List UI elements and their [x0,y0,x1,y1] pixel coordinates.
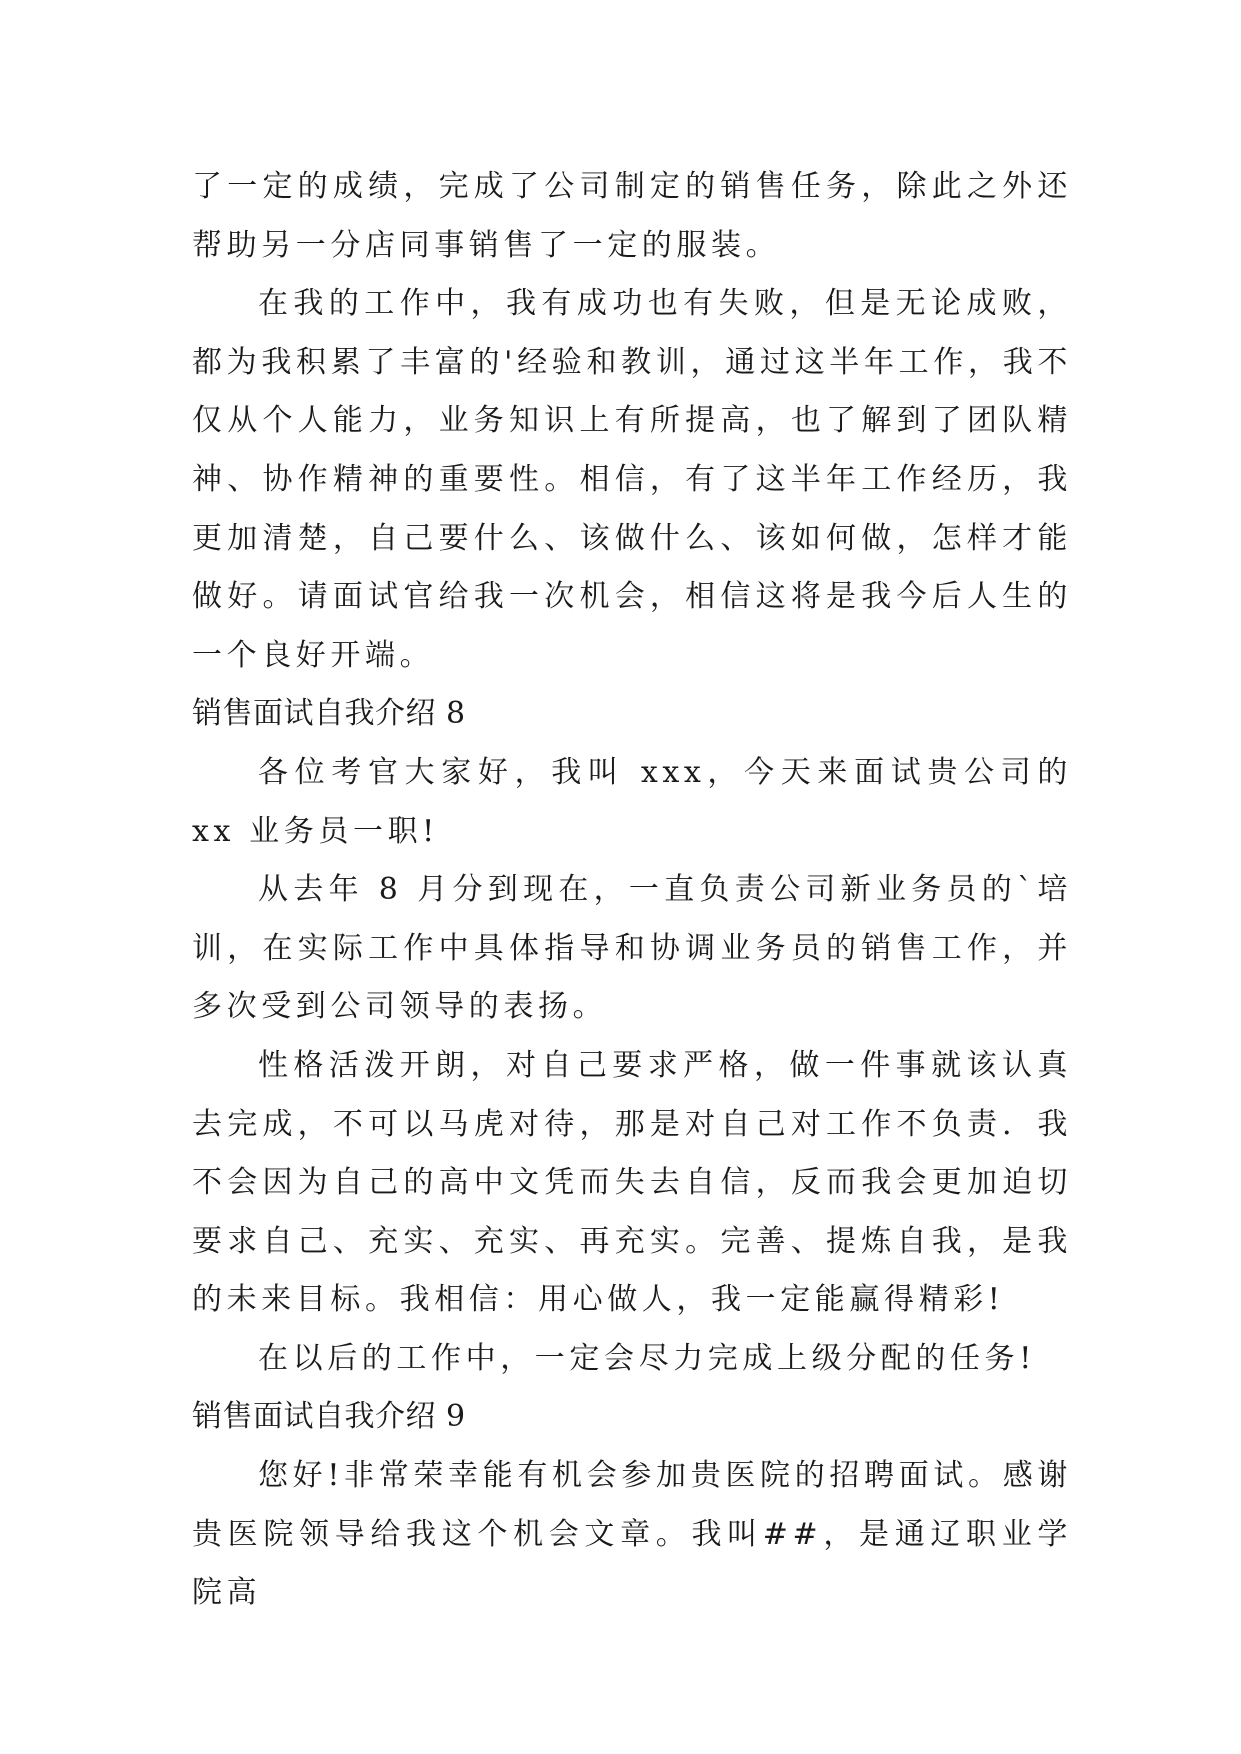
section-heading-8: 销售面试自我介绍 8 [192,696,466,732]
document-body [192,158,1072,1623]
paragraph-personality: 性格活泼开朗，对自己要求严格，做一件事就该认真去完成，不可以马虎对待，那是对自己对工作不负责．我不会因为自己的高中文凭而失去自信，反而我会更加迫切要求自己、充实、充实、再充实。完善、提炼自我，是我的未来目标。我相信：用心做人，我一定能赢得精彩! [192,1047,1072,1318]
paragraph-greeting: 各位考官大家好，我叫 xxx，今天来面试贵公司的 xx 业务员一职! [192,754,1072,849]
paragraph-continuation: 了一定的成绩，完成了公司制定的销售任务，除此之外还帮助另一分店同事销售了一定的服装。 [192,169,1072,263]
section-heading-9: 销售面试自我介绍 9 [192,1399,466,1435]
paragraph-hospital-intro: 您好!非常荣幸能有机会参加贵医院的招聘面试。感谢贵医院领导给我这个机会文章。我叫##，是通辽职业学院高 [192,1458,1072,1611]
paragraph-training: 从去年 8 月分到现在，一直负责公司新业务员的`培训，在实际工作中具体指导和协调业务员的销售工作，并多次受到公司领导的表扬。 [192,872,1072,1025]
paragraph-experience: 在我的工作中，我有成功也有失败，但是无论成败，都为我积累了丰富的'经验和教训，通过这半年工作，我不仅从个人能力，业务知识上有所提高，也了解到了团队精神、协作精神的重要性。相信，有了这半年工作经历，我更加清楚，自己要什么、该做什么、该如何做，怎样才能做好。请面试官给我一次机会，相信这将是我今后人生的一个良好开端。 [192,286,1072,673]
paragraph-commitment: 在以后的工作中，一定会尽力完成上级分配的任务! [258,1340,1036,1376]
